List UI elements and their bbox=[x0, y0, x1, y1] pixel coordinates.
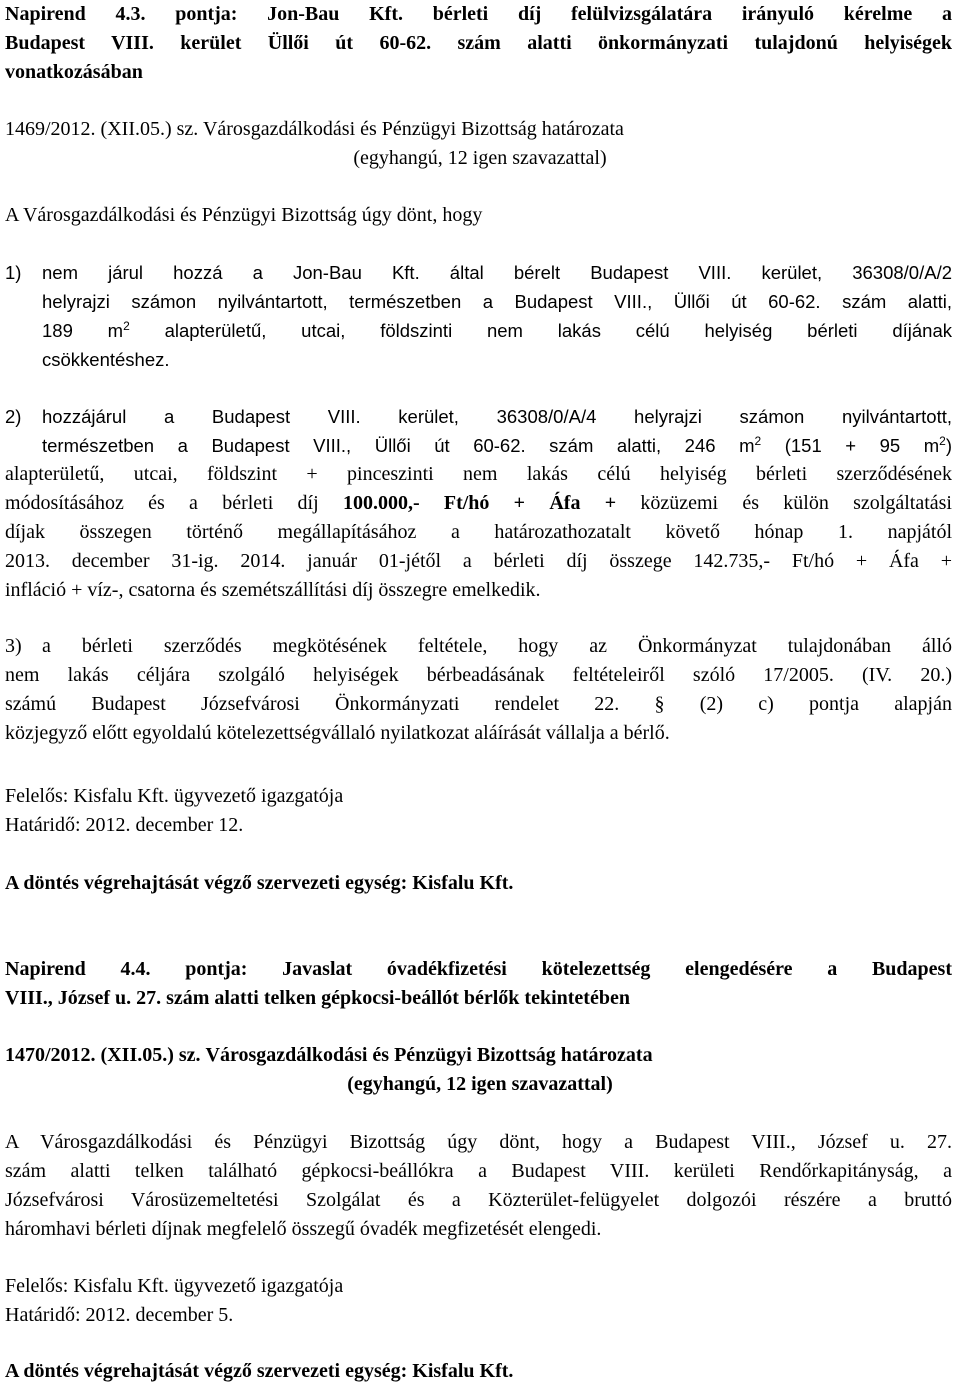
item-number: 2) bbox=[5, 406, 22, 427]
rent-amount: 100.000,- Ft/hó + Áfa + bbox=[342, 492, 617, 514]
paragraph-line: nem lakás céljára szolgáló helyiségek bérbeadásának feltételeiről szóló 17/2005. (IV. 20.) bbox=[5, 664, 952, 686]
paragraph-line: A Városgazdálkodási és Pénzügyi Bizottság úgy dönt, hogy a Budapest VIII., József u. 27. bbox=[5, 1131, 952, 1153]
responsible: Felelős: Kisfalu Kft. ügyvezető igazgatója bbox=[5, 785, 344, 807]
area-value: 189 m bbox=[42, 320, 124, 341]
executing-unit: A döntés végrehajtását végző szervezeti egység: Kisfalu Kft. bbox=[5, 872, 514, 894]
responsible: Felelős: Kisfalu Kft. ügyvezető igazgatója bbox=[5, 1275, 344, 1297]
executing-unit: A döntés végrehajtását végző szervezeti egység: Kisfalu Kft. bbox=[5, 1360, 514, 1382]
resolution-title: Városgazdálkodási és Pénzügyi Bizottság határozata bbox=[205, 1044, 653, 1066]
deadline: Határidő: 2012. december 5. bbox=[5, 1304, 234, 1326]
decision-intro: A Városgazdálkodási és Pénzügyi Bizottság úgy dönt, hogy bbox=[5, 204, 483, 226]
item-line: helyrajzi számon nyilvántartott, természetben a Budapest VIII., Üllői út 60-62. szám alatti, bbox=[42, 291, 952, 312]
paragraph-line: háromhavi bérleti díjnak megfelelő összegű óvadék megfizetését elengedi. bbox=[5, 1218, 602, 1240]
item-text: (151 + 95 m bbox=[761, 435, 940, 456]
paragraph-line bbox=[5, 489, 952, 518]
item-text: természetben a Budapest VIII., Üllői út 60-62. szám alatti, 246 m bbox=[42, 435, 755, 456]
paragraph-line: 2013. december 31-ig. 2014. január 01-jétől a bérleti díj összege 142.735,- Ft/hó + Áfa + bbox=[5, 550, 952, 572]
item-line bbox=[42, 431, 952, 460]
deadline: Határidő: 2012. december 12. bbox=[5, 814, 244, 836]
item-line: a bérleti szerződés megkötésének feltétele, hogy az Önkormányzat tulajdonában álló bbox=[42, 635, 952, 657]
agenda-line: Napirend 4.4. pontja: Javaslat óvadékfizetési kötelezettség elengedésére a Budapest bbox=[5, 958, 952, 980]
item-3-continuation bbox=[5, 661, 952, 748]
decision-item-2 bbox=[5, 402, 952, 460]
superscript: 2 bbox=[123, 318, 130, 333]
item-text: alapterületű, utcai, földszinti nem lakás célú helyiség bérleti díjának bbox=[129, 320, 952, 341]
resolution-header-1470 bbox=[5, 1041, 952, 1070]
item-line: hozzájárul a Budapest VIII. kerület, 36308/0/A/4 helyrajzi számon nyilvántartott, bbox=[42, 406, 952, 427]
agenda-line: VIII., József u. 27. szám alatti telken gépkocsi-beállót bérlők tekintetében bbox=[5, 987, 630, 1009]
item-number: 1) bbox=[5, 262, 22, 283]
decision-item-3 bbox=[5, 632, 952, 661]
text: módosításához és a bérleti díj bbox=[5, 492, 343, 514]
superscript: 2 bbox=[939, 433, 946, 448]
paragraph-line: számú Budapest Józsefvárosi Önkormányzati rendelet 22. § (2) c) pontja alapján bbox=[5, 693, 952, 715]
paragraph-line: díjak összegen történő megállapításához a határozathozatalt követő hónap 1. napjától bbox=[5, 521, 952, 543]
paragraph-line: alapterületű, utcai, földszint + pinceszinti nem lakás célú helyiség bérleti szerződésének bbox=[5, 463, 952, 485]
paragraph-line: szám alatti telken található gépkocsi-beállókra a Budapest VIII. kerületi Rendőrkapitányság, a bbox=[5, 1160, 952, 1182]
vote-result: (egyhangú, 12 igen szavazattal) bbox=[347, 1073, 613, 1095]
paragraph-line: közjegyző előtt egyoldalú kötelezettségvállaló nyilatkozat aláírását vállalja a bérlő. bbox=[5, 722, 670, 744]
agenda-heading-4-4 bbox=[5, 955, 952, 1013]
resolution-title: Városgazdálkodási és Pénzügyi Bizottság határozata bbox=[202, 118, 624, 140]
agenda-line: Budapest VIII. kerület Üllői út 60-62. szám alatti önkormányzati tulajdonú helyiségek bbox=[5, 32, 952, 54]
text: közüzemi és külön szolgáltatási bbox=[616, 492, 952, 514]
item-line bbox=[42, 316, 952, 345]
item-text: ) bbox=[945, 435, 952, 456]
resolution-number: 1470/2012. (XII.05.) sz. bbox=[5, 1044, 201, 1066]
resolution-header-1469 bbox=[5, 115, 952, 144]
item-number: 3) bbox=[5, 635, 22, 657]
vote-result: (egyhangú, 12 igen szavazattal) bbox=[353, 147, 607, 169]
agenda-line: Napirend 4.3. pontja: Jon-Bau Kft. bérleti díj felülvizsgálatára irányuló kérelme a bbox=[5, 3, 952, 25]
superscript: 2 bbox=[754, 433, 762, 448]
decision-paragraph bbox=[5, 1128, 952, 1244]
paragraph-line: infláció + víz-, csatorna és szemétszállítási díj összegre emelkedik. bbox=[5, 579, 541, 601]
agenda-heading-4-3 bbox=[5, 0, 952, 87]
resolution-number: 1469/2012. (XII.05.) sz. bbox=[5, 118, 199, 140]
item-line: csökkentéshez. bbox=[42, 349, 170, 370]
agenda-line: vonatkozásában bbox=[5, 61, 143, 83]
item-2-continuation bbox=[5, 460, 952, 605]
decision-item-1 bbox=[5, 258, 952, 374]
paragraph-line: Józsefvárosi Városüzemeltetési Szolgálat és a Közterület-felügyelet dolgozói részére a bruttó bbox=[5, 1189, 952, 1211]
item-line: nem járul hozzá a Jon-Bau Kft. által bérelt Budapest VIII. kerület, 36308/0/A/2 bbox=[42, 262, 952, 283]
